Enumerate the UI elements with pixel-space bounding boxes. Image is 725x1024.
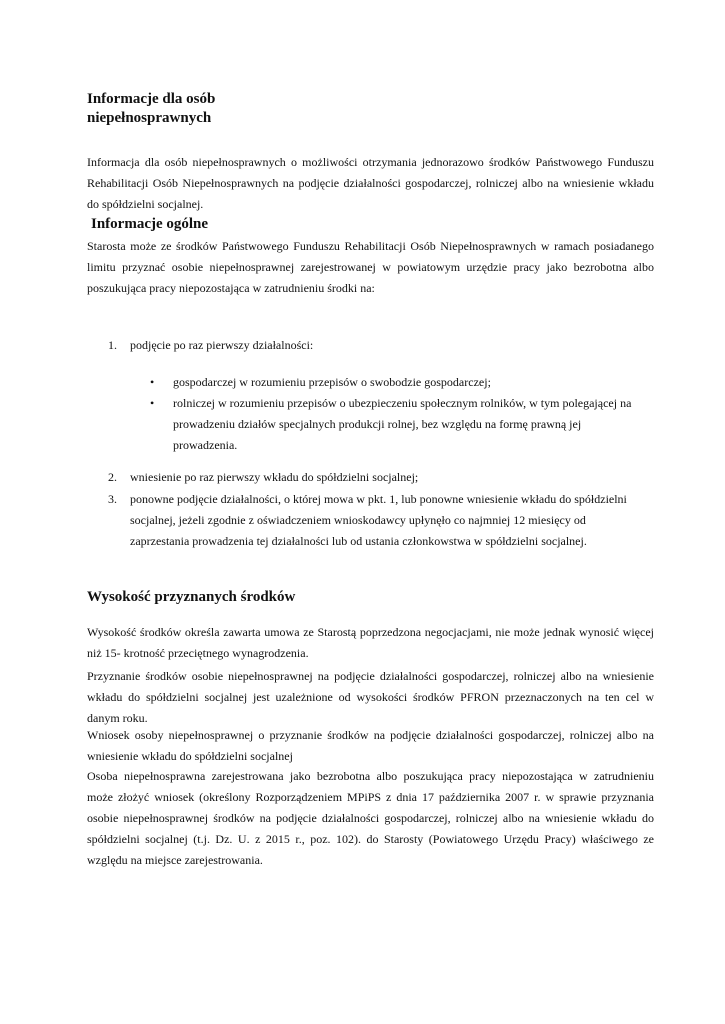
text-line: do spółdzielni socjalnej.: [87, 197, 204, 211]
section-heading-amount: Wysokość przyznanych środków: [87, 589, 296, 605]
text-line: Przyznanie środków osobie niepełnosprawnej na podjęcie działalności gospodarczej, rolniczej albo na wniesienie: [87, 669, 654, 683]
bullet-icon: •: [150, 375, 155, 389]
text-line: socjalnej, jeżeli zgodnie z oświadczeniem wnioskodawcy upłynęło co najmniej 12 miesięcy od: [130, 513, 586, 527]
text-line: danym roku.: [87, 711, 148, 725]
text-line: prowadzeniu działów specjalnych produkcji rolnej, bez względu na formę prawną jej: [173, 417, 582, 431]
list-number: 1.: [108, 338, 117, 352]
text-line: Rehabilitacji Osób Niepełnosprawnych na podjęcie działalności gospodarczej, rolniczej albo na wniesienie wkładu: [87, 176, 654, 190]
amount-paragraph-4: [87, 766, 654, 871]
text-line: Informacja dla osób niepełnosprawnych o możliwości otrzymania jednorazowo środków Państwowego Funduszu: [87, 155, 654, 169]
general-paragraph: [87, 236, 654, 299]
amount-paragraph-2: [87, 666, 654, 729]
amount-paragraph-3: [87, 725, 654, 767]
text-line: może złożyć wniosek (określony Rozporządzeniem MPiPS z dnia 17 października 2007 r. w sprawie przyznania: [87, 790, 654, 804]
bullet-icon: •: [150, 396, 155, 410]
text-line: spółdzielni socjalnej (t.j. Dz. U. z 2015 r., poz. 102). do Starosty (Powiatowego Urzędu Pracy) właściwego ze: [87, 832, 654, 846]
text-line: limitu przyznać osobie niepełnosprawnej zarejestrowanej w powiatowym urzędzie pracy jako bezrobotna albo: [87, 260, 654, 274]
text-line: osobie niepełnosprawnej środków na podjęcie działalności gospodarczej, rolniczej albo na wniesienie wkładu do: [87, 811, 654, 825]
text-line: prowadzenia.: [173, 438, 238, 452]
text-line: Starosta może ze środków Państwowego Funduszu Rehabilitacji Osób Niepełnosprawnych w ramach posiadanego: [87, 239, 654, 253]
text-line: Wniosek osoby niepełnosprawnej o przyznanie środków na podjęcie działalności gospodarczej, rolniczej albo na: [87, 728, 654, 742]
title-line: niepełnosprawnych: [87, 110, 212, 126]
text-line: względu na miejsce zarejestrowania.: [87, 853, 263, 867]
title-line: Informacje dla osób: [87, 91, 216, 107]
list-item-text: wniesienie po raz pierwszy wkładu do spółdzielni socjalnej;: [130, 470, 419, 484]
document-title: [87, 90, 215, 128]
text-line: wniesienie wkładu do spółdzielni socjalnej: [87, 749, 293, 763]
intro-paragraph: [87, 152, 654, 215]
text-line: poszukująca pracy niepozostająca w zatrudnieniu środki na:: [87, 281, 375, 295]
text-line: Osoba niepełnosprawna zarejestrowana jako bezrobotna albo poszukująca pracy niepozostająca w zatrudnieniu: [87, 769, 654, 783]
text-line: wkładu do spółdzielni socjalnej jest uzależnione od wysokości środków PFRON przeznaczonych na ten cel w: [87, 690, 654, 704]
text-line: Wysokość środków określa zawarta umowa ze Starostą poprzedzona negocjacjami, nie może jednak wynosić więcej: [87, 625, 654, 639]
text-line: ponowne podjęcie działalności, o której mowa w pkt. 1, lub ponowne wniesienie wkładu do spółdzielni: [130, 492, 627, 506]
section-heading-general: Informacje ogólne: [91, 216, 209, 232]
list-item-text: podjęcie po raz pierwszy działalności:: [130, 338, 314, 352]
list-number: 3.: [108, 492, 117, 506]
list-number: 2.: [108, 470, 117, 484]
text-line: niż 15- krotność przeciętnego wynagrodzenia.: [87, 646, 309, 660]
amount-paragraph-1: [87, 622, 654, 664]
bullet-text: gospodarczej w rozumieniu przepisów o swobodzie gospodarczej;: [173, 375, 491, 389]
text-line: rolniczej w rozumieniu przepisów o ubezpieczeniu społecznym rolników, w tym polegającej na: [173, 396, 632, 410]
text-line: zaprzestania prowadzenia tej działalności lub od ustania członkowstwa w spółdzielni socjalnej.: [130, 534, 587, 548]
